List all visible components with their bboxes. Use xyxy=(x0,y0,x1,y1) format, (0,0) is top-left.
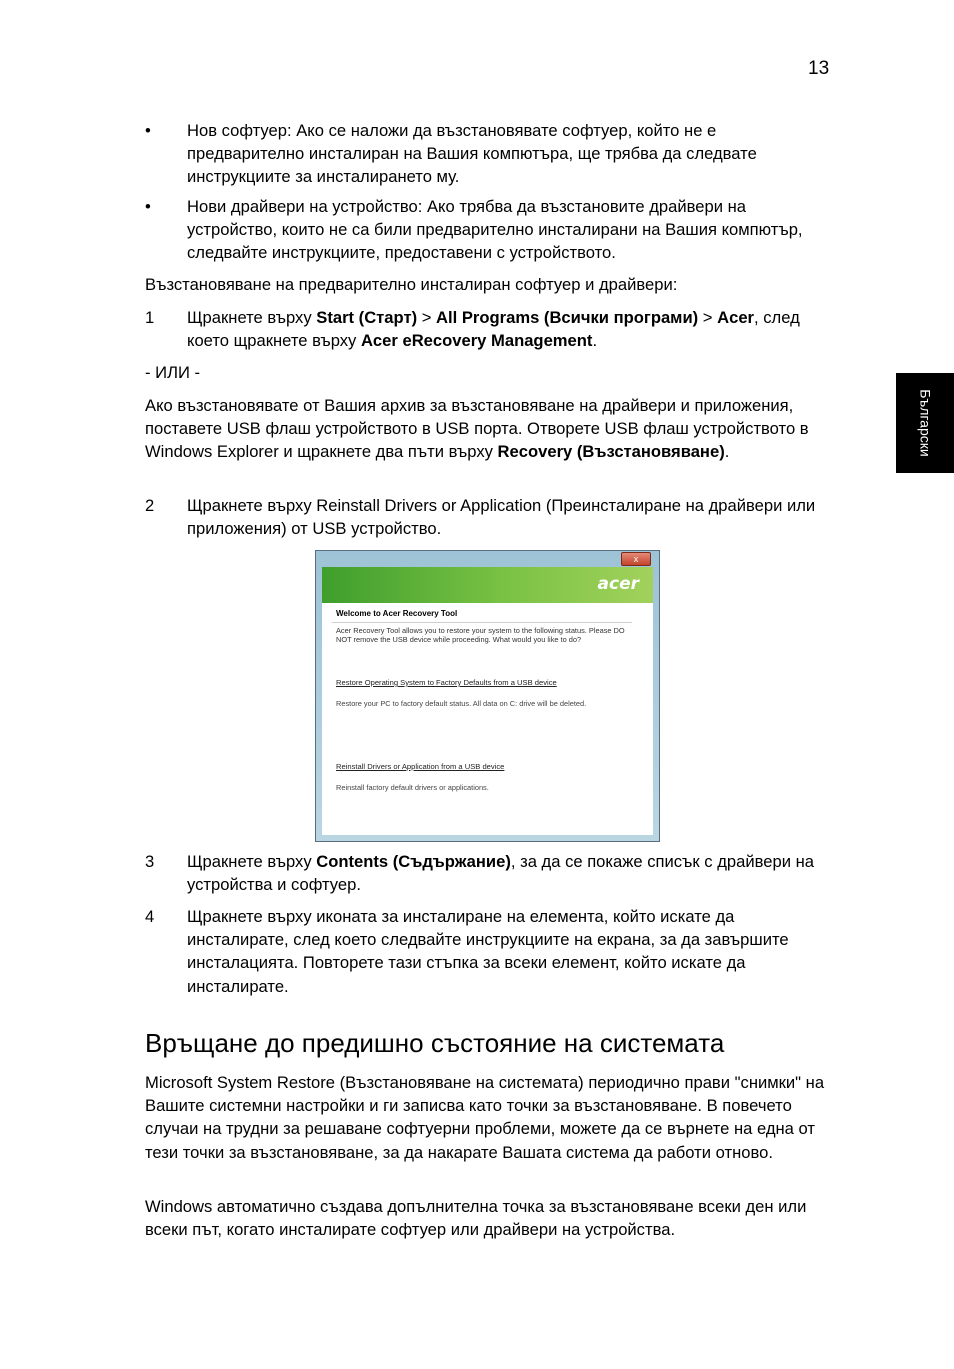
step-1 xyxy=(145,306,825,352)
language-side-tab xyxy=(896,373,954,473)
window-description: Acer Recovery Tool allows you to restore your system to the following status. Please DO NOT remove the USB device while proceeding. What would you like to do? xyxy=(336,626,625,644)
usb-paragraph: Ако възстановявате от Вашия архив за възстановяване на драйвери и приложения, поставете USB флаш устройството в USB порта. Отворете USB флаш устройството в Windows Explorer и щракнете два пъти върху Recovery (Възстановяване). xyxy=(145,396,809,462)
restore-os-link: Restore Operating System to Factory Defaults from a USB device xyxy=(336,678,557,687)
bullet-text: Нови драйвери на устройство: Ако трябва да възстановите драйвери на устройство, които не са били предварително инсталирани на Вашия компютър, следвайте инструкциите, предоставени с устройството. xyxy=(187,197,803,263)
step-text: Щракнете върху иконата за инсталиране на елемента, който искате да инсталирате, след което следвайте инструкциите на екрана, за да завършите инсталацията. Повторете тази стъпка за всеки елемент, който искате да инсталирате. xyxy=(187,907,789,996)
restore-os-description: Restore your PC to factory default status. All data on C: drive will be deleted. xyxy=(336,699,587,708)
intro-text: Възстановяване на предварително инсталиран софтуер и драйвери: xyxy=(145,275,678,294)
window-content xyxy=(322,603,653,835)
window-banner xyxy=(322,567,653,603)
step-number: 1 xyxy=(145,308,155,327)
acer-logo: acer xyxy=(597,574,639,594)
language-label: Български xyxy=(917,389,934,457)
step-number: 3 xyxy=(145,852,155,871)
start-menu-ref: Start (Старт) xyxy=(316,308,418,327)
restore-points-paragraph: Windows автоматично създава допълнителна точка за възстановяване всеки ден или всеки път, когато инсталирате софтуер или драйвери на устройства. xyxy=(145,1197,807,1240)
all-programs-ref: All Programs (Всички програми) xyxy=(436,308,699,327)
step-text: Щракнете върху Reinstall Drivers or Application (Преинсталиране на драйвери или приложения) от USB устройство. xyxy=(187,496,816,539)
bullet-marker: • xyxy=(145,197,151,216)
bullet-new-drivers xyxy=(145,195,825,265)
or-separator: - ИЛИ - xyxy=(145,363,201,382)
bullet-new-software xyxy=(145,119,825,189)
contents-ref: Contents (Съдържание) xyxy=(316,852,511,871)
page-number: 13 xyxy=(808,58,830,79)
bullet-text: Нов софтуер: Ако се наложи да възстановявате софтуер, който не е предварително инсталиран на Вашия компютъра, ще трябва да следвате инструкциите за инсталирането му. xyxy=(187,121,757,187)
section-heading: Връщане до предишно състояние на системата xyxy=(145,1028,725,1058)
reinstall-drivers-link: Reinstall Drivers or Application from a USB device xyxy=(336,762,505,771)
recovery-ref: Recovery (Възстановяване) xyxy=(497,442,725,462)
window-title: Welcome to Acer Recovery Tool xyxy=(336,609,458,618)
title-divider xyxy=(332,622,632,623)
bullet-marker: • xyxy=(145,121,151,140)
step-number: 2 xyxy=(145,496,155,515)
step-2 xyxy=(145,494,825,540)
step-number: 4 xyxy=(145,907,155,926)
step-text: Щракнете върху Start (Старт) > All Programs (Всички програми) > Acer, след което щракнете върху Acer eRecovery Management. xyxy=(187,308,800,351)
close-icon: x xyxy=(621,552,651,566)
reinstall-drivers-description: Reinstall factory default drivers or applications. xyxy=(336,783,489,792)
acer-ref: Acer xyxy=(717,308,755,327)
step-4 xyxy=(145,905,825,998)
step-3 xyxy=(145,850,825,896)
recovery-tool-screenshot xyxy=(315,550,660,842)
system-restore-paragraph: Microsoft System Restore (Възстановяване на системата) периодично прави "снимки" на Вашите системни настройки и ги записва като точки за възстановяване. В повечето случаи на трудни за решаване софтуерни проблеми, можете да се върнете на една от тези точки за възстановяване, за да накарате Вашата система да работи отново. xyxy=(145,1073,825,1162)
erecovery-ref: Acer eRecovery Management xyxy=(360,331,593,351)
step-text: Щракнете върху Contents (Съдържание), за да се покаже списък с драйвери на устройства и софтуер. xyxy=(187,852,814,895)
